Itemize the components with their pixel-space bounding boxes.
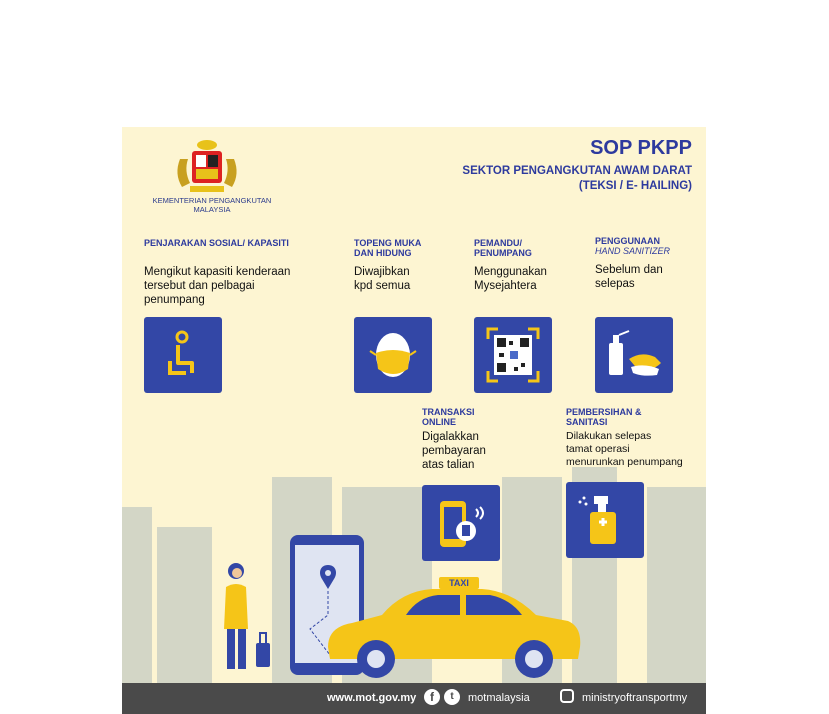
passenger-illustration xyxy=(216,559,276,677)
page-subtitle xyxy=(462,164,692,194)
heading-line: PEMANDU/ xyxy=(474,238,523,248)
sop-poster xyxy=(122,127,706,714)
distancing-heading: PENJARAKAN SOSIAL/ KAPASITI xyxy=(144,238,289,248)
seated-person-icon xyxy=(144,317,222,393)
distancing-text xyxy=(144,265,324,307)
face-mask-icon xyxy=(354,317,432,393)
online-heading xyxy=(422,407,475,427)
qr-code-icon xyxy=(474,317,552,393)
heading-line: DAN HIDUNG xyxy=(354,248,412,258)
subtitle-line: (TEKSI / E- HAILING) xyxy=(578,180,692,192)
instagram-icon[interactable] xyxy=(560,689,574,703)
coat-of-arms-logo xyxy=(172,139,242,197)
driver-heading xyxy=(474,238,532,258)
text-line: selepas xyxy=(595,278,635,290)
driver-text xyxy=(474,265,547,293)
facebook-icon[interactable]: f xyxy=(424,689,440,705)
text-line: kpd semua xyxy=(354,280,411,292)
text-line: Digalakkan xyxy=(422,431,479,443)
ministry-line: MALAYSIA xyxy=(193,205,231,214)
text-line: tamat operasi xyxy=(566,443,630,455)
website-link[interactable]: www.mot.gov.my xyxy=(327,692,417,704)
spray-bottle-icon xyxy=(566,482,644,558)
building xyxy=(647,487,706,687)
sanitizer-text xyxy=(595,263,663,291)
text-line: Diwajibkan xyxy=(354,266,410,278)
mask-text xyxy=(354,265,410,293)
mask-heading xyxy=(354,238,421,258)
text-line: Dilakukan selepas xyxy=(566,430,652,442)
heading-line: TOPENG MUKA xyxy=(354,238,422,248)
cleaning-text xyxy=(566,430,683,469)
taxi-car-illustration xyxy=(322,575,584,679)
heading-line: PENGGUNAAN xyxy=(595,236,661,246)
heading-line: TRANSAKSI xyxy=(422,407,475,417)
text-line: penumpang xyxy=(144,294,205,306)
heading-line: SANITASI xyxy=(566,417,608,427)
facebook-twitter-handle[interactable]: motmalaysia xyxy=(468,692,530,704)
page-title: SOP PKPP xyxy=(590,137,692,159)
hand-sanitizer-icon xyxy=(595,317,673,393)
text-line: tersebut dan pelbagai xyxy=(144,280,255,292)
text-line: Mengikut kapasiti kenderaan xyxy=(144,266,291,278)
sanitizer-heading xyxy=(595,236,670,256)
heading-italic: HAND SANITIZER xyxy=(595,246,671,256)
text-line: Mysejahtera xyxy=(474,280,537,292)
building xyxy=(157,527,212,687)
heading-line: ONLINE xyxy=(422,417,457,427)
text-line: atas talian xyxy=(422,459,475,471)
text-line: Sebelum dan xyxy=(595,264,663,276)
ministry-line: KEMENTERIAN PENGANGKUTAN xyxy=(152,196,272,205)
ministry-name xyxy=(142,196,282,214)
footer-bar xyxy=(122,683,706,714)
online-text xyxy=(422,430,486,472)
online-payment-icon xyxy=(422,485,500,561)
text-line: Menggunakan xyxy=(474,266,547,278)
text-line: menurunkan penumpang xyxy=(566,456,683,468)
heading-line: PENUMPANG xyxy=(474,248,532,258)
taxi-sign: TAXI xyxy=(449,578,469,588)
subtitle-line: SEKTOR PENGANGKUTAN AWAM DARAT xyxy=(462,165,692,177)
heading-line: PEMBERSIHAN & xyxy=(566,407,642,417)
cleaning-heading xyxy=(566,407,642,427)
twitter-icon[interactable]: t xyxy=(444,689,460,705)
instagram-handle[interactable]: ministryoftransportmy xyxy=(582,692,688,704)
text-line: pembayaran xyxy=(422,445,486,457)
building xyxy=(122,507,152,687)
